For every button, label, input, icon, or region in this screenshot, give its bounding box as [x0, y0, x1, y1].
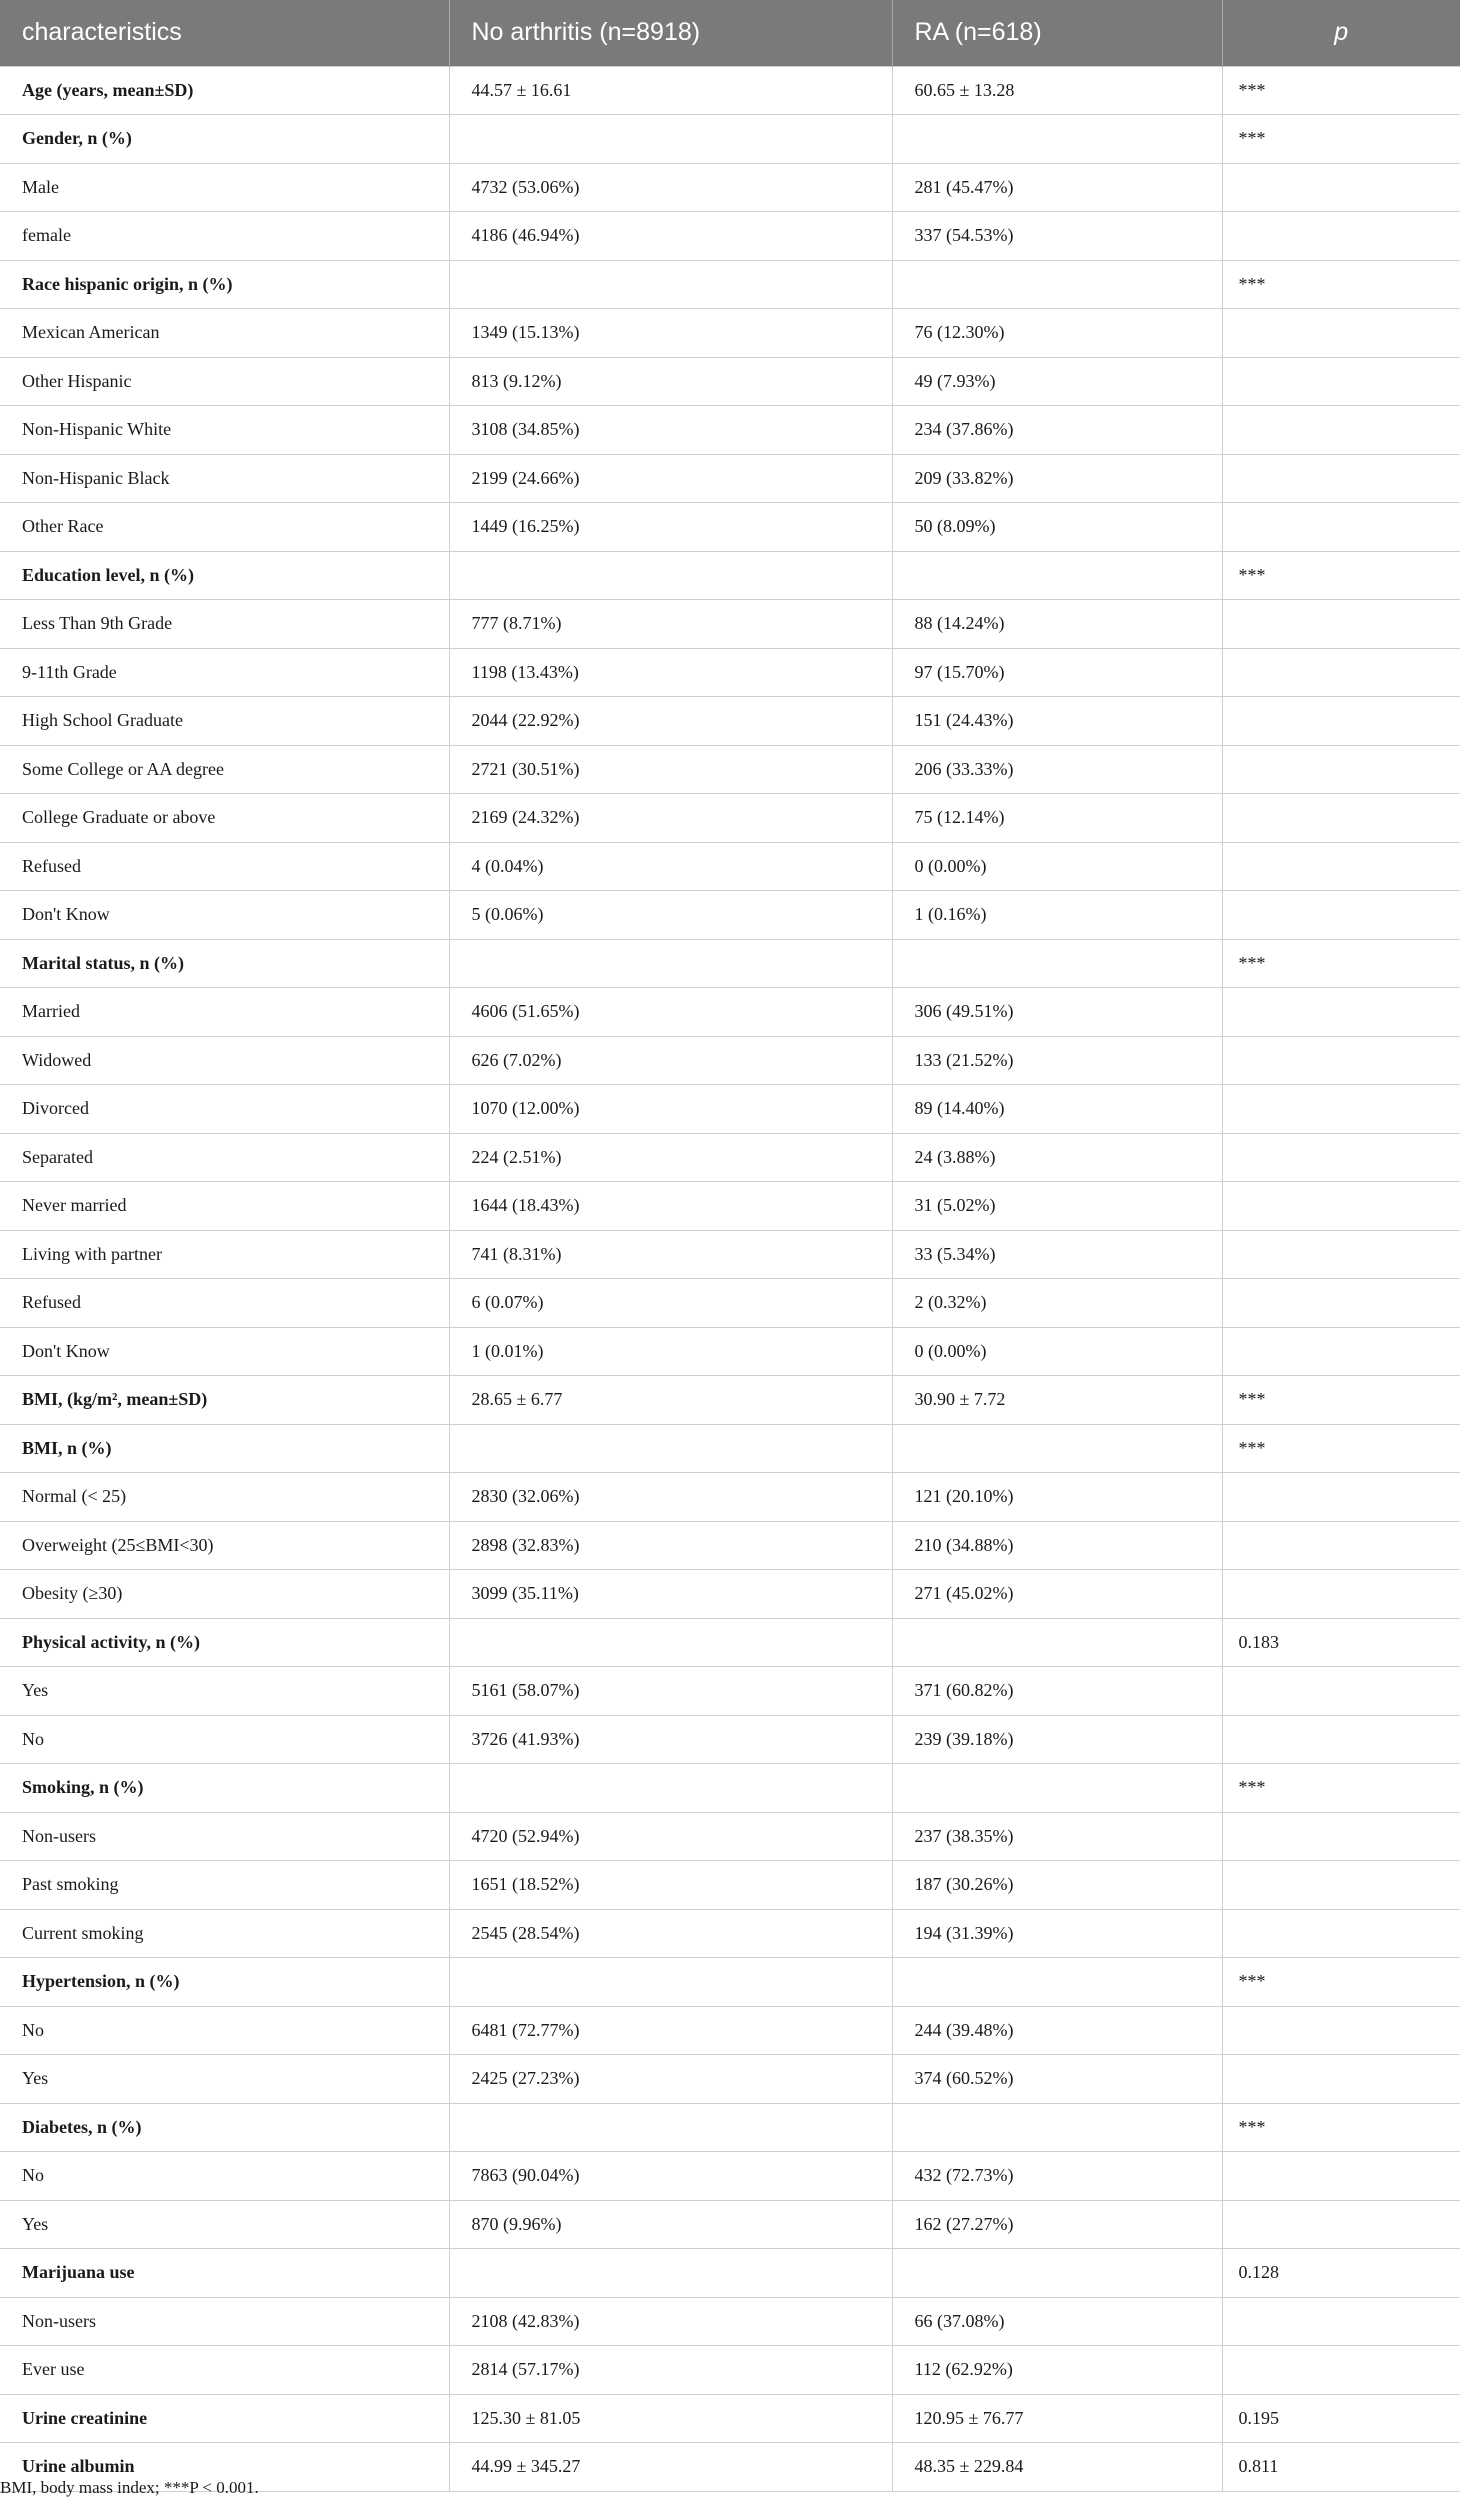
footnote: BMI, body mass index; ***P < 0.001. — [0, 2478, 259, 2497]
no-arthritis-value — [449, 1958, 892, 2007]
row-label: BMI, (kg/m², mean±SD) — [0, 1376, 449, 1425]
table-row — [0, 503, 1460, 552]
p-value — [1222, 503, 1460, 552]
table-row — [0, 1909, 1460, 1958]
row-label: Obesity (≥30) — [0, 1570, 449, 1619]
p-value — [1222, 1521, 1460, 1570]
no-arthritis-value: 6481 (72.77%) — [449, 2006, 892, 2055]
p-value: *** — [1222, 115, 1460, 164]
section-row — [0, 1424, 1460, 1473]
ra-value: 239 (39.18%) — [892, 1715, 1222, 1764]
section-row — [0, 115, 1460, 164]
ra-value: 133 (21.52%) — [892, 1036, 1222, 1085]
ra-value — [892, 115, 1222, 164]
p-value — [1222, 1182, 1460, 1231]
no-arthritis-value: 1644 (18.43%) — [449, 1182, 892, 1231]
ra-value: 60.65 ± 13.28 — [892, 66, 1222, 115]
ra-value: 30.90 ± 7.72 — [892, 1376, 1222, 1425]
row-label: Hypertension, n (%) — [0, 1958, 449, 2007]
row-label: Gender, n (%) — [0, 115, 449, 164]
p-value — [1222, 1327, 1460, 1376]
ra-value — [892, 2249, 1222, 2298]
row-label: Married — [0, 988, 449, 1037]
row-label: Some College or AA degree — [0, 745, 449, 794]
row-label: Non-Hispanic Black — [0, 454, 449, 503]
row-label: Yes — [0, 2055, 449, 2104]
table-row — [0, 745, 1460, 794]
row-label: Widowed — [0, 1036, 449, 1085]
table-header — [0, 0, 1460, 66]
row-label: Normal (< 25) — [0, 1473, 449, 1522]
section-row — [0, 2249, 1460, 2298]
ra-value: 271 (45.02%) — [892, 1570, 1222, 1619]
table-body — [0, 66, 1460, 2491]
no-arthritis-value: 6 (0.07%) — [449, 1279, 892, 1328]
row-label: Other Hispanic — [0, 357, 449, 406]
p-value — [1222, 2055, 1460, 2104]
row-label: Non-users — [0, 1812, 449, 1861]
row-label: No — [0, 2006, 449, 2055]
p-value — [1222, 2346, 1460, 2395]
ra-value: 88 (14.24%) — [892, 600, 1222, 649]
ra-value — [892, 2103, 1222, 2152]
no-arthritis-value: 1651 (18.52%) — [449, 1861, 892, 1910]
p-value — [1222, 988, 1460, 1037]
row-label: No — [0, 1715, 449, 1764]
row-label: Race hispanic origin, n (%) — [0, 260, 449, 309]
row-label: Mexican American — [0, 309, 449, 358]
no-arthritis-value: 813 (9.12%) — [449, 357, 892, 406]
row-label: Yes — [0, 1667, 449, 1716]
no-arthritis-value: 4186 (46.94%) — [449, 212, 892, 261]
ra-value: 76 (12.30%) — [892, 309, 1222, 358]
row-label: Education level, n (%) — [0, 551, 449, 600]
no-arthritis-value: 1349 (15.13%) — [449, 309, 892, 358]
p-value: *** — [1222, 551, 1460, 600]
ra-value: 234 (37.86%) — [892, 406, 1222, 455]
table-row — [0, 2006, 1460, 2055]
ra-value: 209 (33.82%) — [892, 454, 1222, 503]
ra-value: 112 (62.92%) — [892, 2346, 1222, 2395]
row-label: Ever use — [0, 2346, 449, 2395]
table-row — [0, 1230, 1460, 1279]
p-value — [1222, 1230, 1460, 1279]
p-value: *** — [1222, 260, 1460, 309]
ra-value: 151 (24.43%) — [892, 697, 1222, 746]
table-row — [0, 406, 1460, 455]
p-value — [1222, 745, 1460, 794]
p-value — [1222, 1812, 1460, 1861]
no-arthritis-value: 7863 (90.04%) — [449, 2152, 892, 2201]
no-arthritis-value — [449, 1618, 892, 1667]
no-arthritis-value: 3108 (34.85%) — [449, 406, 892, 455]
ra-value: 374 (60.52%) — [892, 2055, 1222, 2104]
p-value: *** — [1222, 1958, 1460, 2007]
header-characteristics: characteristics — [22, 18, 182, 47]
no-arthritis-value — [449, 551, 892, 600]
row-label: BMI, n (%) — [0, 1424, 449, 1473]
p-value: 0.811 — [1222, 2443, 1460, 2492]
ra-value: 206 (33.33%) — [892, 745, 1222, 794]
no-arthritis-value: 28.65 ± 6.77 — [449, 1376, 892, 1425]
p-value — [1222, 2200, 1460, 2249]
row-label: Smoking, n (%) — [0, 1764, 449, 1813]
no-arthritis-value — [449, 260, 892, 309]
ra-value: 306 (49.51%) — [892, 988, 1222, 1037]
table-row — [0, 2152, 1460, 2201]
table-row — [0, 1085, 1460, 1134]
p-value — [1222, 794, 1460, 843]
no-arthritis-value: 224 (2.51%) — [449, 1133, 892, 1182]
table-row — [0, 794, 1460, 843]
row-label: Non-users — [0, 2297, 449, 2346]
table-row — [0, 1279, 1460, 1328]
row-label: Diabetes, n (%) — [0, 2103, 449, 2152]
p-value: *** — [1222, 1376, 1460, 1425]
row-label: Urine creatinine — [0, 2394, 449, 2443]
row-label: Separated — [0, 1133, 449, 1182]
row-label: No — [0, 2152, 449, 2201]
ra-value: 89 (14.40%) — [892, 1085, 1222, 1134]
no-arthritis-value: 1070 (12.00%) — [449, 1085, 892, 1134]
no-arthritis-value: 870 (9.96%) — [449, 2200, 892, 2249]
no-arthritis-value: 2108 (42.83%) — [449, 2297, 892, 2346]
no-arthritis-value: 4606 (51.65%) — [449, 988, 892, 1037]
header-ra: RA (n=618) — [892, 0, 1222, 66]
ra-value: 33 (5.34%) — [892, 1230, 1222, 1279]
ra-value: 210 (34.88%) — [892, 1521, 1222, 1570]
row-label: Marital status, n (%) — [0, 939, 449, 988]
row-label: Don't Know — [0, 891, 449, 940]
no-arthritis-value: 44.57 ± 16.61 — [449, 66, 892, 115]
table-row — [0, 1182, 1460, 1231]
ra-value: 371 (60.82%) — [892, 1667, 1222, 1716]
ra-value: 24 (3.88%) — [892, 1133, 1222, 1182]
section-row — [0, 939, 1460, 988]
row-label: College Graduate or above — [0, 794, 449, 843]
row-label: Other Race — [0, 503, 449, 552]
row-label: 9-11th Grade — [0, 648, 449, 697]
no-arthritis-value: 741 (8.31%) — [449, 1230, 892, 1279]
table-row — [0, 842, 1460, 891]
table-row — [0, 2346, 1460, 2395]
no-arthritis-value: 125.30 ± 81.05 — [449, 2394, 892, 2443]
table-row — [0, 1667, 1460, 1716]
ra-value — [892, 939, 1222, 988]
no-arthritis-value — [449, 1764, 892, 1813]
section-row — [0, 66, 1460, 115]
no-arthritis-value: 4720 (52.94%) — [449, 1812, 892, 1861]
p-value — [1222, 1909, 1460, 1958]
p-value — [1222, 842, 1460, 891]
p-value — [1222, 2006, 1460, 2055]
ra-value: 281 (45.47%) — [892, 163, 1222, 212]
ra-value: 75 (12.14%) — [892, 794, 1222, 843]
no-arthritis-value: 2814 (57.17%) — [449, 2346, 892, 2395]
row-label: Living with partner — [0, 1230, 449, 1279]
table-row — [0, 454, 1460, 503]
no-arthritis-value: 2830 (32.06%) — [449, 1473, 892, 1522]
table-row — [0, 1570, 1460, 1619]
ra-value — [892, 1618, 1222, 1667]
p-value — [1222, 163, 1460, 212]
p-value — [1222, 1667, 1460, 1716]
ra-value: 162 (27.27%) — [892, 2200, 1222, 2249]
no-arthritis-value: 2044 (22.92%) — [449, 697, 892, 746]
no-arthritis-value: 2545 (28.54%) — [449, 1909, 892, 1958]
p-value — [1222, 1570, 1460, 1619]
ra-value: 121 (20.10%) — [892, 1473, 1222, 1522]
row-label: Current smoking — [0, 1909, 449, 1958]
p-value — [1222, 454, 1460, 503]
no-arthritis-value: 3726 (41.93%) — [449, 1715, 892, 1764]
p-value: 0.128 — [1222, 2249, 1460, 2298]
p-value: *** — [1222, 2103, 1460, 2152]
table-row — [0, 2055, 1460, 2104]
no-arthritis-value: 5161 (58.07%) — [449, 1667, 892, 1716]
table-row — [0, 163, 1460, 212]
no-arthritis-value: 1198 (13.43%) — [449, 648, 892, 697]
row-label: Non-Hispanic White — [0, 406, 449, 455]
row-label: Divorced — [0, 1085, 449, 1134]
table-row — [0, 2200, 1460, 2249]
no-arthritis-value: 5 (0.06%) — [449, 891, 892, 940]
table-row — [0, 2297, 1460, 2346]
no-arthritis-value — [449, 2249, 892, 2298]
section-row — [0, 2394, 1460, 2443]
section-row — [0, 1618, 1460, 1667]
row-label: Yes — [0, 2200, 449, 2249]
no-arthritis-value: 2425 (27.23%) — [449, 2055, 892, 2104]
row-label: Male — [0, 163, 449, 212]
p-value — [1222, 891, 1460, 940]
table-row — [0, 1327, 1460, 1376]
no-arthritis-value: 626 (7.02%) — [449, 1036, 892, 1085]
ra-value: 2 (0.32%) — [892, 1279, 1222, 1328]
table-row — [0, 212, 1460, 261]
section-row — [0, 1376, 1460, 1425]
row-label: Refused — [0, 842, 449, 891]
ra-value: 31 (5.02%) — [892, 1182, 1222, 1231]
section-row — [0, 2103, 1460, 2152]
row-label: Physical activity, n (%) — [0, 1618, 449, 1667]
p-value — [1222, 1085, 1460, 1134]
table-row — [0, 1133, 1460, 1182]
ra-value: 337 (54.53%) — [892, 212, 1222, 261]
section-row — [0, 551, 1460, 600]
row-label: Never married — [0, 1182, 449, 1231]
row-label: Don't Know — [0, 1327, 449, 1376]
table-row — [0, 988, 1460, 1037]
table-row — [0, 1812, 1460, 1861]
p-value — [1222, 357, 1460, 406]
ra-value — [892, 551, 1222, 600]
ra-value: 48.35 ± 229.84 — [892, 2443, 1222, 2492]
row-label: Age (years, mean±SD) — [0, 66, 449, 115]
ra-value: 244 (39.48%) — [892, 2006, 1222, 2055]
no-arthritis-value: 2721 (30.51%) — [449, 745, 892, 794]
table-row — [0, 1036, 1460, 1085]
p-value — [1222, 1279, 1460, 1328]
ra-value: 0 (0.00%) — [892, 1327, 1222, 1376]
header-p-value: p — [1222, 0, 1460, 66]
ra-value — [892, 1764, 1222, 1813]
ra-value: 120.95 ± 76.77 — [892, 2394, 1222, 2443]
no-arthritis-value: 3099 (35.11%) — [449, 1570, 892, 1619]
header-row — [0, 0, 1460, 66]
ra-value: 194 (31.39%) — [892, 1909, 1222, 1958]
row-label: Marijuana use — [0, 2249, 449, 2298]
section-row — [0, 260, 1460, 309]
ra-value: 49 (7.93%) — [892, 357, 1222, 406]
p-value: *** — [1222, 1424, 1460, 1473]
p-value — [1222, 1715, 1460, 1764]
p-value: 0.183 — [1222, 1618, 1460, 1667]
ra-value: 97 (15.70%) — [892, 648, 1222, 697]
no-arthritis-value: 2199 (24.66%) — [449, 454, 892, 503]
ra-value: 0 (0.00%) — [892, 842, 1222, 891]
p-value — [1222, 2297, 1460, 2346]
ra-value: 237 (38.35%) — [892, 1812, 1222, 1861]
table-row — [0, 1521, 1460, 1570]
p-value — [1222, 1036, 1460, 1085]
p-value — [1222, 697, 1460, 746]
table-row — [0, 697, 1460, 746]
row-label: Urine albumin — [0, 2443, 449, 2492]
no-arthritis-value — [449, 939, 892, 988]
row-label: Refused — [0, 1279, 449, 1328]
table-row — [0, 1861, 1460, 1910]
p-value — [1222, 212, 1460, 261]
section-row — [0, 1958, 1460, 2007]
p-value — [1222, 309, 1460, 358]
no-arthritis-value: 2898 (32.83%) — [449, 1521, 892, 1570]
table-row — [0, 309, 1460, 358]
table-row — [0, 891, 1460, 940]
p-value — [1222, 2152, 1460, 2201]
p-value — [1222, 1133, 1460, 1182]
ra-value: 1 (0.16%) — [892, 891, 1222, 940]
no-arthritis-value — [449, 2103, 892, 2152]
row-label: High School Graduate — [0, 697, 449, 746]
ra-value: 187 (30.26%) — [892, 1861, 1222, 1910]
no-arthritis-value — [449, 115, 892, 164]
p-value: 0.195 — [1222, 2394, 1460, 2443]
ra-value: 50 (8.09%) — [892, 503, 1222, 552]
section-row — [0, 1764, 1460, 1813]
no-arthritis-value: 4732 (53.06%) — [449, 163, 892, 212]
header-no-arthritis: No arthritis (n=8918) — [449, 0, 892, 66]
p-value — [1222, 648, 1460, 697]
no-arthritis-value: 4 (0.04%) — [449, 842, 892, 891]
no-arthritis-value: 1 (0.01%) — [449, 1327, 892, 1376]
ra-value — [892, 1424, 1222, 1473]
row-label: Past smoking — [0, 1861, 449, 1910]
p-value — [1222, 406, 1460, 455]
p-value — [1222, 1861, 1460, 1910]
no-arthritis-value: 1449 (16.25%) — [449, 503, 892, 552]
no-arthritis-value: 2169 (24.32%) — [449, 794, 892, 843]
row-label: female — [0, 212, 449, 261]
table-row — [0, 1473, 1460, 1522]
p-value: *** — [1222, 66, 1460, 115]
p-value — [1222, 1473, 1460, 1522]
p-value: *** — [1222, 939, 1460, 988]
p-value: *** — [1222, 1764, 1460, 1813]
ra-value: 432 (72.73%) — [892, 2152, 1222, 2201]
table-row — [0, 1715, 1460, 1764]
table-row — [0, 357, 1460, 406]
no-arthritis-value: 777 (8.71%) — [449, 600, 892, 649]
row-label: Overweight (25≤BMI<30) — [0, 1521, 449, 1570]
ra-value — [892, 1958, 1222, 2007]
ra-value: 66 (37.08%) — [892, 2297, 1222, 2346]
table-row — [0, 648, 1460, 697]
table-row — [0, 600, 1460, 649]
p-value — [1222, 600, 1460, 649]
ra-value — [892, 260, 1222, 309]
no-arthritis-value: 44.99 ± 345.27 — [449, 2443, 892, 2492]
no-arthritis-value — [449, 1424, 892, 1473]
row-label: Less Than 9th Grade — [0, 600, 449, 649]
